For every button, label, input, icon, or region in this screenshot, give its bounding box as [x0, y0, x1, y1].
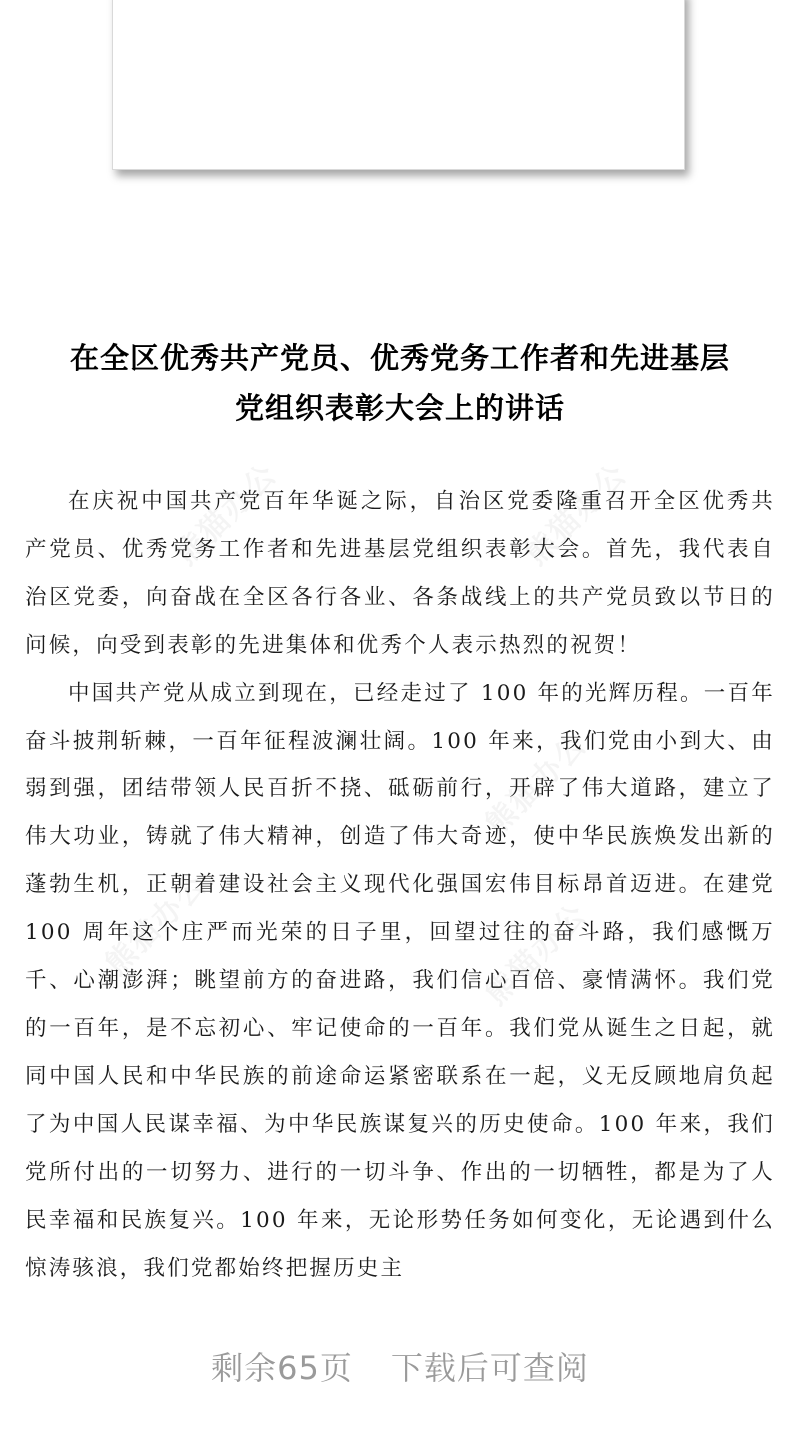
previous-page-card	[112, 0, 685, 170]
download-label: 下载后可查阅	[390, 1349, 589, 1387]
body-paragraph: 在庆祝中国共产党百年华诞之际，自治区党委隆重召开全区优秀共产党员、优秀党务工作者和先进基层党组织表彰大会。首先，我代表自治区党委，向奋战在全区各行各业、各条战线上的共产党员致以节日的问候，向受到表彰的先进集体和优秀个人表示热烈的祝贺！	[25, 489, 775, 658]
document-body	[25, 478, 775, 1292]
document-title	[0, 333, 800, 433]
document-title-line-2: 党组织表彰大会上的讲话	[234, 391, 565, 425]
body-paragraph: 中国共产党从成立到现在，已经走过了 100 年的光辉历程。一百年奋斗披荆斩棘，一百年征程波澜壮阔。100 年来，我们党由小到大、由弱到强，团结带领人民百折不挠、砥砺前行，开辟了伟大道路，建立了伟大功业，铸就了伟大精神，创造了伟大奇迹，使中华民族焕发出新的蓬勃生机，正朝着建设社会主义现代化强国宏伟目标昂首迈进。在建党 100 周年这个庄严而光荣的日子里，回望过往的奋斗路，我们感慨万千、心潮澎湃；眺望前方的奋进路，我们信心百倍、豪情满怀。我们党的一百年，是不忘初心、牢记使命的一百年。我们党从诞生之日起，就同中国人民和中华民族的前途命运紧密联系在一起，义无反顾地肩负起了为中国人民谋幸福、为中华民族谋复兴的历史使命。100 年来，我们党所付出的一切努力、进行的一切斗争、作出的一切牺牲，都是为了人民幸福和民族复兴。100 年来，无论形势任务如何变化，无论遇到什么惊涛骇浪，我们党都始终把握历史主	[25, 680, 775, 1281]
download-to-read-button[interactable]	[0, 1340, 800, 1396]
remaining-pages-label: 剩余65页	[211, 1349, 353, 1387]
document-title-line-1: 在全区优秀共产党员、优秀党务工作者和先进基层	[69, 341, 730, 375]
